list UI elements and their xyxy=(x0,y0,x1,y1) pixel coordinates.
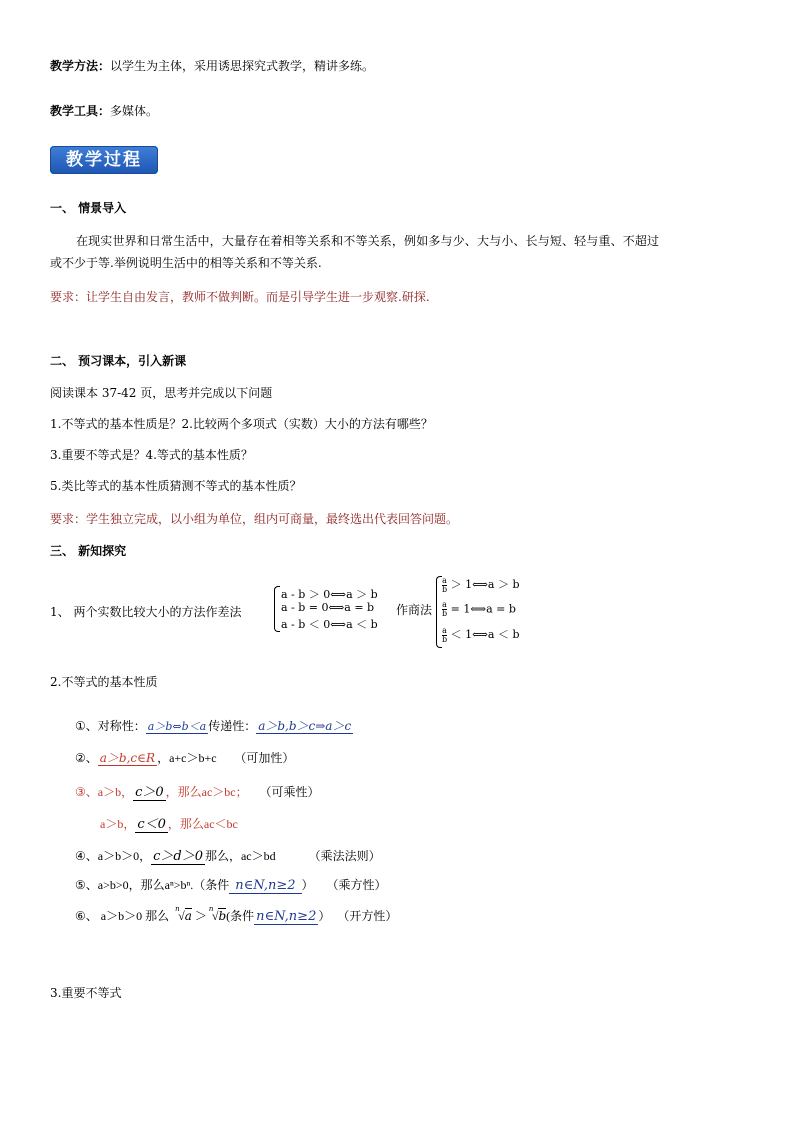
quot-frac-3: $\frac{a}{b}$ xyxy=(442,625,448,644)
prop-2-num: ②、 xyxy=(75,751,98,765)
prop-2-text: ，a+c＞b+c xyxy=(157,751,217,765)
quot-rest-2: = 1⟺a = b xyxy=(450,602,516,616)
prop-5-math: n∈N,n≥2 xyxy=(229,878,301,894)
teaching-method-text: 以学生为主体，采用诱思探究式教学，精讲多练。 xyxy=(110,59,375,73)
quot-line-1 xyxy=(442,576,519,594)
prop-4-num: ④、a＞b＞0， xyxy=(75,849,152,863)
quotient-label: 作商法 xyxy=(396,603,433,617)
prop-3-num: ③、a＞b， xyxy=(75,785,134,799)
quot-rest-3: ＜ 1⟺a ＜ b xyxy=(450,628,520,641)
quot-frac-1: $\frac{a}{b}$ xyxy=(442,575,448,594)
prop-6-close: ） xyxy=(318,909,331,923)
teaching-process-banner: 教学过程 xyxy=(50,146,158,174)
prop-6-gt: ＞ xyxy=(194,909,207,923)
props-title: 2.不等式的基本性质 xyxy=(50,675,158,689)
section2-q1: 1.不等式的基本性质是？2.比较两个多项式（实数）大小的方法有哪些？ xyxy=(50,417,433,431)
prop-6-text: (条件 xyxy=(226,909,255,923)
radical-b: n √b xyxy=(208,905,227,923)
prop-6-note: （开方性） xyxy=(337,909,398,923)
prop-1-symmetry: a＞b⇔b＜a xyxy=(147,720,207,733)
diff-brace xyxy=(274,586,280,632)
section2-intro: 阅读课本 37-42 页，思考并完成以下问题 xyxy=(50,386,273,400)
diff-line-2: a - b = 0⟺a = b xyxy=(281,601,375,614)
prop-3-note: （可乘性） xyxy=(259,785,320,799)
quot-rest-1: ＞ 1⟺a ＞ b xyxy=(450,578,520,591)
prop-1-transitive: a＞b,b＞c⇒a＞c xyxy=(258,719,352,733)
prop-1-num: ①、对称性： xyxy=(75,719,146,733)
prop-3-text: ，那么ac＞bc； xyxy=(165,785,248,799)
section1-para-line1: 在现实世界和日常生活中，大量存在着相等关系和不等关系，例如多与少、大与小、长与短、轻与重、不超过 xyxy=(76,234,660,248)
important-inequality-title: 3.重要不等式 xyxy=(50,986,122,1000)
section2-q3: 5.类比等式的基本性质猜测不等式的基本性质？ xyxy=(50,479,302,493)
prop-2 xyxy=(75,749,294,766)
quot-line-2 xyxy=(442,601,516,618)
prop-3b-text: ，那么ac＜bc xyxy=(167,817,238,831)
teaching-tool-text: 多媒体。 xyxy=(110,104,159,118)
quot-line-3 xyxy=(442,626,519,644)
section3-title: 三、 新知探究 xyxy=(50,544,127,558)
section2-q2: 3.重要不等式是？4.等式的基本性质？ xyxy=(50,448,253,462)
prop-5-text: ） xyxy=(301,878,314,892)
section1-requirement: 要求：让学生自由发言，教师不做判断。而是引导学生进一步观察.研探. xyxy=(50,290,430,304)
prop-6-math: n∈N,n≥2 xyxy=(256,909,317,924)
prop-3 xyxy=(75,781,319,800)
prop-4-text: 那么，ac＞bd xyxy=(204,849,276,863)
prop-2-note: （可加性） xyxy=(234,751,295,765)
quot-frac-2: $\frac{a}{b}$ xyxy=(442,600,448,618)
prop-3b xyxy=(100,813,238,832)
diff-line-1: a - b ＞ 0⟺a ＞ b xyxy=(281,588,378,601)
prop-4-note: （乘法法则） xyxy=(308,849,381,863)
prop-5 xyxy=(75,876,387,893)
section1-title: 一、 情景导入 xyxy=(50,201,127,215)
prop-6-num: ⑥、 a＞b＞0 那么 xyxy=(75,909,170,923)
section2-title: 二、 预习课本，引入新课 xyxy=(50,354,187,368)
prop-1 xyxy=(75,717,353,734)
teaching-tool xyxy=(50,102,158,119)
prop-3-math: c＞0 xyxy=(135,785,164,800)
prop-3b-prefix: a＞b， xyxy=(100,817,136,831)
prop-1-mid: 传递性： xyxy=(208,719,257,733)
prop-5-note: （乘方性） xyxy=(326,878,387,892)
radical-a: n √a xyxy=(175,905,192,923)
prop-2-math: a＞b,c∈R xyxy=(99,751,156,765)
section1-para-line2: 或不少于等.举例说明生活中的相等关系和不等关系. xyxy=(50,256,322,270)
section2-requirement: 要求：学生独立完成，以小组为单位，组内可商量，最终选出代表回答问题。 xyxy=(50,512,459,526)
compare-prefix: 1、 两个实数比较大小的方法作差法 xyxy=(50,605,242,619)
prop-5-num: ⑤、a>b>0，那么aⁿ>bⁿ.（条件 xyxy=(75,878,230,892)
prop-4 xyxy=(75,845,381,864)
teaching-tool-label: 教学工具： xyxy=(50,104,111,118)
prop-3b-math: c＜0 xyxy=(137,817,166,832)
prop-4-math: c＞d＞0 xyxy=(153,849,203,864)
diff-line-3: a - b ＜ 0⟺a ＜ b xyxy=(281,618,378,631)
teaching-method-label: 教学方法： xyxy=(50,59,111,73)
teaching-method xyxy=(50,57,374,74)
prop-6 xyxy=(75,907,397,924)
